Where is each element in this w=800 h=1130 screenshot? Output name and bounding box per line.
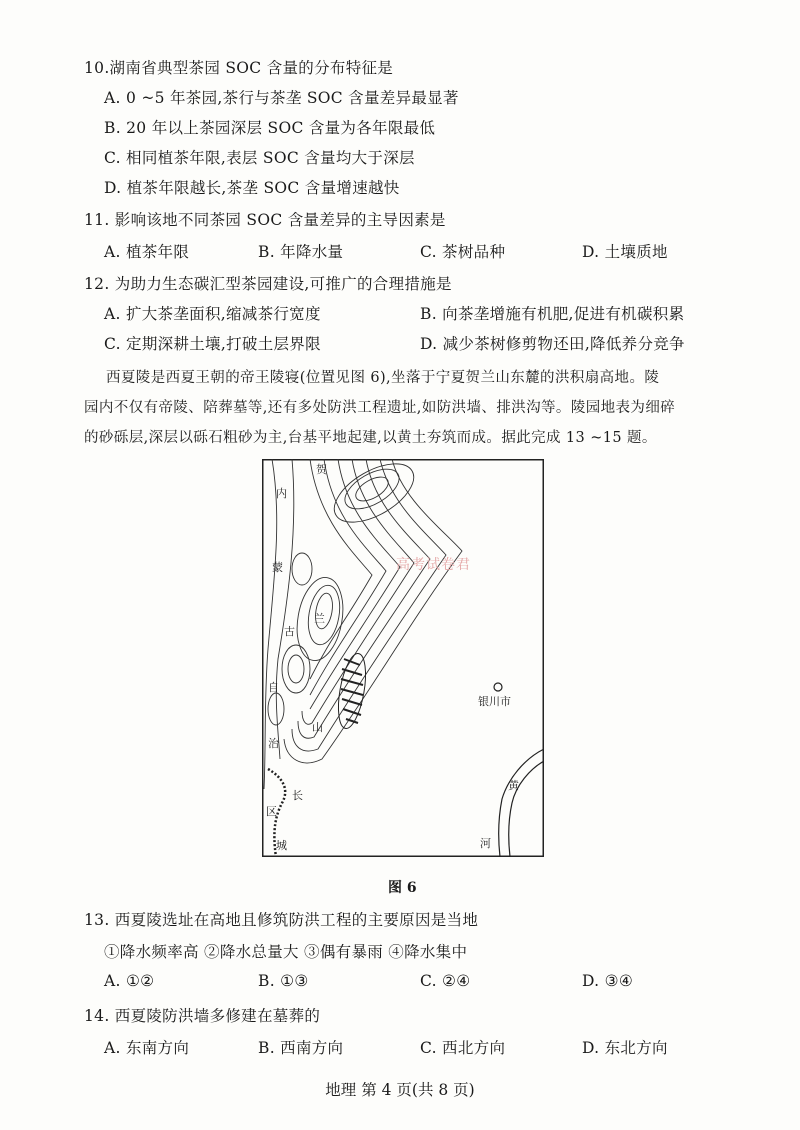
figure-6-map (262, 459, 544, 857)
map-label-qu: 区 (266, 805, 277, 818)
q14-option-b: B. 西南方向 (258, 1039, 344, 1057)
q11-option-d: D. 土壤质地 (582, 243, 668, 261)
q11-option-a: A. 植茶年限 (104, 243, 190, 261)
q13-option-d: D. ③④ (582, 972, 634, 990)
intro-line-2: 园内不仅有帝陵、陪葬墓等,还有多处防洪工程遗址,如防洪墙、排洪沟等。陵园地表为细碎 (84, 400, 676, 416)
map-label-zhi: 治 (268, 737, 279, 750)
q12-option-d: D. 减少茶树修剪物还田,降低养分竞争 (420, 335, 685, 353)
map-frame (263, 460, 544, 857)
figure-caption: 图 6 (388, 880, 417, 896)
page-footer: 地理 第 4 页(共 8 页) (325, 1081, 475, 1099)
q13-option-c: C. ②④ (420, 972, 471, 990)
map-label-yinchuan: 银川市 (478, 695, 511, 708)
yinchuan-city-marker (494, 683, 502, 691)
q11-option-b: B. 年降水量 (258, 243, 344, 261)
q12-option-a: A. 扩大茶垄面积,缩减茶行宽度 (104, 305, 321, 323)
map-label-shan: 山 (312, 721, 323, 734)
q14-option-d: D. 东北方向 (582, 1039, 668, 1057)
q10-stem: 10.湖南省典型茶园 SOC 含量的分布特征是 (84, 59, 394, 77)
intro-line-1: 西夏陵是西夏王朝的帝王陵寝(位置见图 6),坐落于宁夏贺兰山东麓的洪积扇高地。陵 (106, 370, 660, 386)
q13-option-b: B. ①③ (258, 972, 309, 990)
watermark-text: 高考试卷君 (396, 557, 471, 573)
q14-stem: 14. 西夏陵防洪墙多修建在墓葬的 (84, 1007, 321, 1025)
q11-option-c: C. 茶树品种 (420, 243, 506, 261)
q13-stem: 13. 西夏陵选址在高地且修筑防洪工程的主要原因是当地 (84, 911, 479, 929)
q14-option-c: C. 西北方向 (420, 1039, 506, 1057)
q10-option-c: C. 相同植茶年限,表层 SOC 含量均大于深层 (104, 149, 415, 167)
q14-option-a: A. 东南方向 (104, 1039, 190, 1057)
map-label-cheng: 城 (276, 839, 287, 852)
map-label-river: 河 (480, 837, 491, 850)
map-label-chang: 长 (292, 789, 303, 802)
q10-option-b: B. 20 年以上茶园深层 SOC 含量为各年限最低 (104, 119, 436, 137)
map-label-meng: 蒙 (272, 561, 283, 574)
map-label-nei: 内 (276, 487, 287, 500)
q10-option-a: A. 0 ~5 年茶园,茶行与茶垄 SOC 含量差异最显著 (104, 89, 459, 107)
q11-stem: 11. 影响该地不同茶园 SOC 含量差异的主导因素是 (84, 211, 446, 229)
q13-option-a: A. ①② (104, 972, 155, 990)
map-label-huang: 黄 (508, 779, 519, 792)
q12-option-c: C. 定期深耕土壤,打破土层界限 (104, 335, 321, 353)
q13-items: ①降水频率高 ②降水总量大 ③偶有暴雨 ④降水集中 (104, 943, 468, 961)
map-label-he: 贺 (316, 463, 327, 476)
map-label-lan: 兰 (314, 612, 325, 625)
q12-option-b: B. 向茶垄增施有机肥,促进有机碳积累 (420, 305, 685, 323)
intro-line-3: 的砂砾层,深层以砾石粗砂为主,台基平地起建,以黄土夯筑而成。据此完成 13 ~15 题。 (84, 430, 657, 446)
map-label-gu: 古 (284, 625, 295, 638)
q12-stem: 12. 为助力生态碳汇型茶园建设,可推广的合理措施是 (84, 275, 452, 293)
map-label-zi: 自 (268, 681, 279, 694)
q10-option-d: D. 植茶年限越长,茶垄 SOC 含量增速越快 (104, 179, 400, 197)
